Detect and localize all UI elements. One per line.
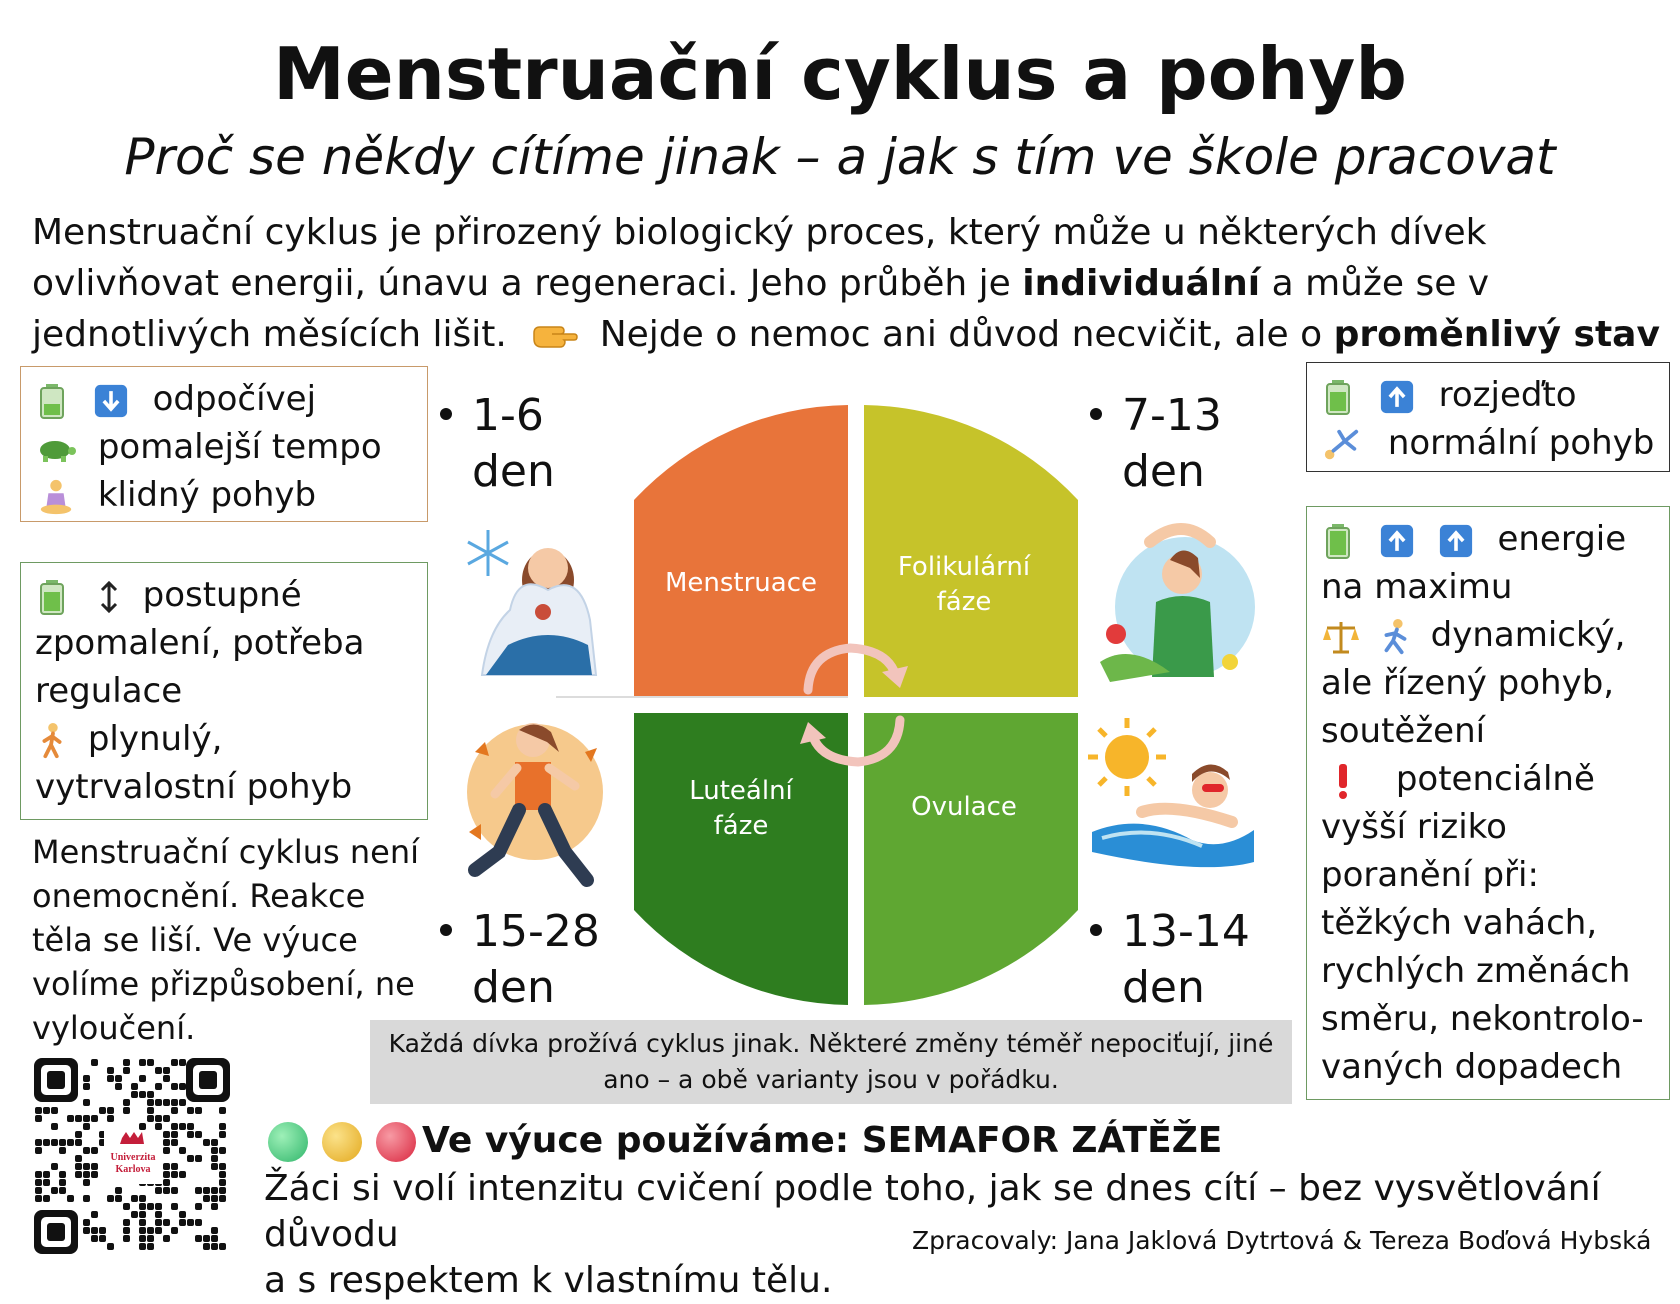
left-note-line-2: onemocnění. Reakce xyxy=(32,877,366,915)
luteal-advice-1: postupné xyxy=(142,575,302,615)
arrow-up-icon xyxy=(1439,522,1473,560)
arrow-up-icon xyxy=(1380,522,1414,560)
ovulation-advice-11: směru, nekontrolo- xyxy=(1321,999,1644,1039)
ovulation-advice-8: poranění při: xyxy=(1321,855,1539,895)
snowflake-icon xyxy=(468,530,508,576)
page-subtitle: Proč se někdy cítíme jinak – a jak s tím ve škole pracovat xyxy=(124,128,1556,186)
luteal-advice-4: plynulý, xyxy=(87,719,223,759)
woman-swimming-illustration xyxy=(1082,712,1262,882)
phase-label-menstruation: Menstruace xyxy=(664,568,818,598)
ovulation-advice-1: energie xyxy=(1497,519,1627,559)
note-box-line-1: Každá dívka prožívá cyklus jinak. Některé změny téměř nepociťují, jiné xyxy=(388,1029,1274,1058)
quadrant-menstruation xyxy=(634,405,848,697)
intro-text-1: Menstruační cyklus je přirozený biologický proces, který může u některých dívek ovlivňovat energii, únavu a regeneraci. Jeho průběh je xyxy=(32,212,1487,304)
menstruation-advice-2: pomalejší tempo xyxy=(97,427,382,467)
qr-logo-line-1: Univerzita xyxy=(110,1152,156,1163)
qr-logo-line-2: Karlova xyxy=(115,1164,151,1175)
semafor-title xyxy=(268,1118,1222,1164)
turtle-icon xyxy=(35,430,77,468)
battery-icon xyxy=(1321,522,1355,560)
intro-bold-individual: individuální xyxy=(1022,263,1261,304)
semafor-line-2: a s respektem k vlastnímu tělu. xyxy=(264,1260,833,1301)
days-menstruation xyxy=(440,388,555,500)
semafor-line-1: Žáci si volí intenzitu cvičení podle toho, jak se dnes cítí – bez vysvětlování důvodu xyxy=(264,1168,1601,1255)
follicular-advice-1: rozjeďto xyxy=(1438,375,1577,415)
luteal-advice-box xyxy=(20,562,428,820)
arrow-up-icon xyxy=(1380,378,1414,416)
luteal-advice-3: regulace xyxy=(35,671,183,711)
ovulation-advice-7: vyšší riziko xyxy=(1321,807,1507,847)
left-note-line-5: vyloučení. xyxy=(32,1009,196,1047)
days-luteal-range: 15-28 xyxy=(472,906,600,957)
days-follicular-unit: den xyxy=(1122,446,1205,497)
battery-icon xyxy=(35,578,69,616)
running-person-icon xyxy=(1378,618,1412,656)
quadrant-ovulation xyxy=(864,713,1078,1005)
ovulation-advice-4: ale řízený pohyb, xyxy=(1321,663,1615,703)
menstruation-advice-box xyxy=(20,366,428,522)
days-menstruation-unit: den xyxy=(472,446,555,497)
ovulation-advice-5: soutěžení xyxy=(1321,711,1486,751)
left-note xyxy=(32,830,432,1050)
cycle-diagram xyxy=(540,390,1100,1010)
cartwheel-icon xyxy=(1321,426,1363,464)
ovulation-advice-box xyxy=(1306,506,1670,1100)
quadrant-follicular xyxy=(864,405,1078,697)
intro-bold-state: proměnlivý stav xyxy=(1333,314,1660,355)
up-down-arrow-icon xyxy=(94,580,124,614)
note-box-line-2: ano – a obě varianty jsou v pořádku. xyxy=(603,1065,1059,1094)
menstruation-advice-3: klidný pohyb xyxy=(97,475,317,515)
balance-scale-icon xyxy=(1321,618,1361,656)
follicular-advice-2: normální pohyb xyxy=(1387,423,1655,463)
days-follicular xyxy=(1090,388,1222,500)
woman-stretching-illustration xyxy=(1090,512,1255,687)
intro-text-2: a může se v jednotlivých měsících lišit. xyxy=(32,263,1490,355)
meditation-icon xyxy=(35,478,77,516)
exclamation-icon xyxy=(1331,762,1355,800)
phase-label-follicular-1: Folikulární xyxy=(897,552,1031,582)
ovulation-advice-6: potenciálně xyxy=(1395,759,1595,799)
qr-code[interactable] xyxy=(34,1058,230,1254)
left-note-line-1: Menstruační cyklus není xyxy=(32,833,419,871)
ovulation-advice-12: vaných dopadech xyxy=(1321,1047,1623,1087)
cycle-arrow-icon xyxy=(800,648,908,762)
luteal-advice-5: vytrvalostní pohyb xyxy=(35,767,353,807)
phase-label-luteal-1: Luteální xyxy=(689,776,793,806)
battery-low-icon xyxy=(35,382,69,420)
days-ovulation xyxy=(1090,904,1250,1016)
pointing-hand-icon xyxy=(530,319,578,353)
phase-label-luteal-2: fáze xyxy=(713,811,769,841)
follicular-advice-box xyxy=(1306,362,1670,472)
luteal-advice-2: zpomalení, potřeba xyxy=(35,623,365,663)
note-box xyxy=(370,1020,1292,1104)
days-ovulation-unit: den xyxy=(1122,962,1205,1013)
phase-label-follicular-2: fáze xyxy=(936,587,992,617)
left-note-line-3: těla se liší. Ve výuce xyxy=(32,921,358,959)
left-note-line-4: volíme přizpůsobení, ne xyxy=(32,965,415,1003)
semafor-title-text: Ve výuce používáme: SEMAFOR ZÁTĚŽE xyxy=(422,1120,1223,1161)
ovulation-advice-9: těžkých vahách, xyxy=(1321,903,1598,943)
phase-label-ovulation: Ovulace xyxy=(911,792,1017,822)
credits: Zpracovaly: Jana Jaklová Dytrtová & Tereza Boďová Hybská xyxy=(912,1226,1652,1255)
arrow-down-icon xyxy=(94,382,128,420)
red-light-icon xyxy=(376,1122,416,1162)
days-menstruation-range: 1-6 xyxy=(472,390,544,441)
days-follicular-range: 7-13 xyxy=(1122,390,1222,441)
days-ovulation-range: 13-14 xyxy=(1122,906,1250,957)
green-light-icon xyxy=(268,1122,308,1162)
ovulation-advice-10: rychlých změnách xyxy=(1321,951,1631,991)
battery-icon xyxy=(1321,378,1355,416)
intro-text-3: Nejde o nemoc ani důvod necvičit, ale o xyxy=(599,314,1334,355)
days-luteal-unit: den xyxy=(472,962,555,1013)
quadrant-luteal xyxy=(634,713,848,1005)
menstruation-advice-1: odpočívej xyxy=(152,379,317,419)
ovulation-advice-3: dynamický, xyxy=(1430,615,1626,655)
yellow-light-icon xyxy=(322,1122,362,1162)
page-title: Menstruační cyklus a pohyb xyxy=(273,32,1407,116)
ovulation-advice-2: na maximu xyxy=(1321,567,1513,607)
walking-person-icon xyxy=(35,722,69,760)
